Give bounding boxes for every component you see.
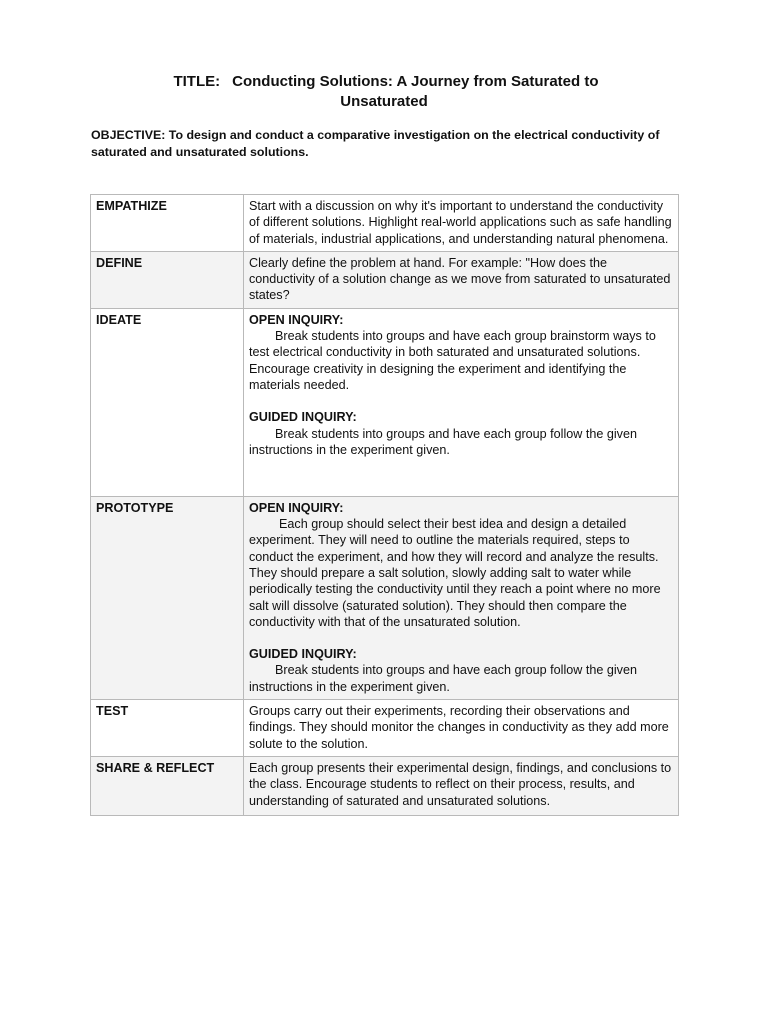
- table-row: [91, 496, 679, 699]
- guided-inquiry-heading: GUIDED INQUIRY:: [249, 647, 357, 662]
- description-cell: Clearly define the problem at hand. For example: "How does the conductivity of a solution change as we move from saturated to unsaturated states?: [244, 251, 679, 308]
- title-label: TITLE:: [173, 73, 221, 90]
- title-text-line2: Unsaturated: [340, 93, 428, 110]
- phase-cell: DEFINE: [91, 251, 244, 308]
- title-text-line1: Conducting Solutions: A Journey from Saturated to: [232, 73, 599, 90]
- table-row: [91, 756, 679, 815]
- objective-text: OBJECTIVE: To design and conduct a comparative investigation on the electrical conductivity of saturated and unsaturated solutions.: [91, 128, 660, 159]
- phase-cell: EMPATHIZE: [91, 195, 244, 252]
- phase-cell: TEST: [91, 700, 244, 757]
- description-cell: Groups carry out their experiments, recording their observations and findings. They should monitor the changes in conductivity as they add more solute to the solution.: [244, 700, 679, 757]
- guided-inquiry-text: Break students into groups and have each group follow the given instructions in the experiment given.: [249, 663, 637, 694]
- open-inquiry-text: Break students into groups and have each group brainstorm ways to test electrical conductivity in both saturated and unsaturated solutions. Encourage creativity in designing the experiment and identifying the materials needed.: [249, 329, 656, 392]
- document-title: [0, 72, 768, 92]
- table-row: [91, 700, 679, 757]
- phase-cell: IDEATE: [91, 308, 244, 496]
- open-inquiry-heading: OPEN INQUIRY:: [249, 500, 344, 515]
- description-cell: [244, 308, 679, 496]
- guided-inquiry-heading: GUIDED INQUIRY:: [249, 410, 357, 425]
- phase-cell: SHARE & REFLECT: [91, 756, 244, 815]
- phase-cell: PROTOTYPE: [91, 496, 244, 699]
- table-row: [91, 308, 679, 496]
- open-inquiry-text: Each group should select their best idea and design a detailed experiment. They will need to outline the materials required, steps to conduct the experiment, and how they will record and analyze the results. They should prepare a salt solution, slowly adding salt to water while periodically testing the conductivity until they reach a point where no more salt will dissolve (saturated solution). They should then compare the conductivity with that of the unsaturated solution.: [249, 517, 661, 629]
- table-row: [91, 251, 679, 308]
- description-cell: Start with a discussion on why it's important to understand the conductivity of different solutions. Highlight real-world applications such as safe handling of materials, industrial applications, and understanding natural phenomena.: [244, 195, 679, 252]
- description-cell: Each group presents their experimental design, findings, and conclusions to the class. Encourage students to reflect on their process, results, and understanding of saturated and unsaturated solutions.: [244, 756, 679, 815]
- description-cell: [244, 496, 679, 699]
- table-row: [91, 195, 679, 252]
- open-inquiry-heading: OPEN INQUIRY:: [249, 312, 344, 327]
- design-thinking-table: [90, 194, 679, 816]
- guided-inquiry-text: Break students into groups and have each group follow the given instructions in the experiment given.: [249, 426, 637, 457]
